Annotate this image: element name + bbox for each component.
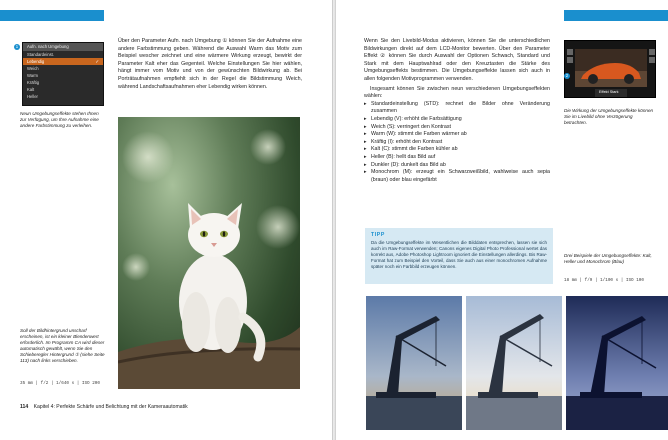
caption-crane: Drei Beispiele der Umgebungseffekte: Kalt, Heller und Monochrom (Blau) — [564, 253, 652, 264]
tip-title: TIPP — [371, 232, 385, 238]
body-text-left — [118, 38, 302, 91]
right-page — [336, 0, 668, 440]
chapter-title: Kapitel 4: Perfekte Schärfe und Belichtung mit der Kameraautomatik — [33, 404, 188, 410]
callout-1: 1 — [15, 44, 19, 49]
effect-list-item: ▸ Weich (S): verringert den Kontrast — [364, 124, 550, 132]
thumbnail-label: Effekt Stark — [599, 90, 619, 94]
effect-list-item: ▸ Dunkler (D): dunkelt das Bild ab — [364, 162, 550, 170]
paragraph: Über den Parameter Aufn. nach Umgebung ① können Sie der Aufnahme eine andere Farbstimmung geben. Während die Auswahl Warm das Motiv zum Beispiel wescher zeichnet und eine wärmere Wirkung erzeugt, bewirkt der Parameter Kalt eher das Gegenteil. Welche Einstellungen Sie hier wählen, hängt immer vom Motiv und von der gewünschten Bildwirkung ab. Bei Porträtaufnahmen empfiehlt sich in der Regel die Bildstimmung Weich, während Landschaftsaufnahmen eher Lebendig wirken können. — [118, 38, 302, 90]
white-cat-photo — [118, 117, 300, 389]
effect-list-item: ▸ Monochrom (M): erzeugt ein Schwarzweißbild, wahlweise auch sepia (braun) oder blau eingefärbt — [364, 169, 550, 184]
crane-photo-bright — [466, 296, 562, 430]
effect-list-item: ▸ Heller (B): hellt das Bild auf — [364, 154, 550, 162]
left-page — [0, 0, 332, 440]
body-text-right — [364, 38, 550, 184]
effect-list-item: ▸ Kräftig (I): erhöht den Kontrast — [364, 139, 550, 147]
caption-cat: Soll der Bildhintergrund unscharf erscheinen, ist ein kleiner Blendenwert erforderlich. Im Programm CA wird dieser automatisch gewählt, wenn Sie den Schieberegler Hintergrund ① (siehe Seite 113) nach links verschieben. — [20, 328, 105, 363]
menu-item[interactable] — [23, 79, 103, 86]
menu-item-label: Kräftig — [27, 80, 40, 85]
menu-title: Aufn. nach Umgebung — [23, 43, 103, 51]
effects-list — [364, 101, 550, 185]
chapter-tab-marker — [0, 10, 104, 21]
camera-menu-screenshot — [22, 42, 104, 106]
crane-photo-monochrome-blue — [566, 296, 668, 430]
effect-list-item: ▸ Kalt (C): stimmt die Farben kühler ab — [364, 146, 550, 154]
paragraph: Wenn Sie den Livebild-Modus aktivieren, können Sie die unterschiedlichen Bildwirkungen direkt auf dem LCD-Monitor bewerten. Über den Parameter Effekt ② können Sie durch Auswahl der Optionen Schwach, Standard und Stark mit dem Hauptwahlrad oder den Kreuztasten die Stärke des Umgebungseffekts bestimmen. Die Umgebungseffekte lassen sich auch in allen folgenden Motivprogrammen verwenden. — [364, 38, 550, 82]
menu-item-label: Weich — [27, 66, 39, 71]
page-number: 114 — [20, 404, 29, 410]
effect-list-item: ▸ Standardeinstellung (STD): rechnet die Bilder ohne Veränderung zusammen — [364, 101, 550, 116]
caption-thumbnail: Die Wirkung der Umgebungseffekte können Sie im Livebild ohne Verzögerung betrachten. — [564, 108, 654, 125]
menu-item[interactable] — [23, 86, 103, 93]
chapter-tab-marker-right — [564, 10, 668, 21]
callout-2: 2 — [565, 73, 569, 78]
check-icon: ✓ — [95, 59, 99, 64]
tip-text: Da die Umgebungseffekte im Wesentlichen die Bilddaten entsprechen, lassen sie sich auch im Raw-Format verwenden; Canons eigenes Digital Photo Professional wertet das korrekt aus, Adobe Photoshop Lightroom ignoriert die Einstellungen allerdings. Bis Raw-Format hat zum Beispiel den Vorteil, dass Sie auch aus einer monochromen Aufnahme später noch ein Farbbild erzeugen können. — [371, 240, 547, 270]
menu-item-label: Heller — [27, 94, 38, 99]
exif-crane: 18 mm | f/9 | 1/100 s | ISO 100 — [564, 278, 644, 283]
menu-item[interactable] — [23, 51, 103, 58]
menu-item-label: Kalt — [27, 87, 35, 92]
effect-list-item: ▸ Lebendig (V): erhöht die Farbsättigung — [364, 116, 550, 124]
menu-item-label: Standardeinst. — [27, 52, 55, 57]
menu-item[interactable] — [23, 72, 103, 79]
crane-photo-cool — [366, 296, 462, 430]
footer-left — [20, 404, 320, 411]
caption-menu: Neun Umgebungseffekte stehen Ihnen zur Verfügung, um Ihre Aufnahme eine andere Farbstimmung zu verleihen. — [20, 111, 99, 128]
menu-item-label: Lebendig — [27, 59, 45, 64]
paragraph: Insgesamt können Sie zwischen neun verschiedenen Umgebungseffekten wählen: — [364, 85, 550, 100]
menu-item-label: Warm — [27, 73, 39, 78]
menu-item[interactable] — [23, 58, 103, 65]
menu-item[interactable] — [23, 93, 103, 100]
tip-box — [365, 228, 553, 284]
exif-cat: 35 mm | f/2 | 1/640 s | ISO 200 — [20, 381, 100, 386]
effect-list-item: ▸ Warm (W): stimmt die Farben wärmer ab — [364, 131, 550, 139]
menu-item[interactable] — [23, 65, 103, 72]
liveview-thumbnail — [564, 40, 656, 98]
cat-illustration — [118, 117, 300, 389]
